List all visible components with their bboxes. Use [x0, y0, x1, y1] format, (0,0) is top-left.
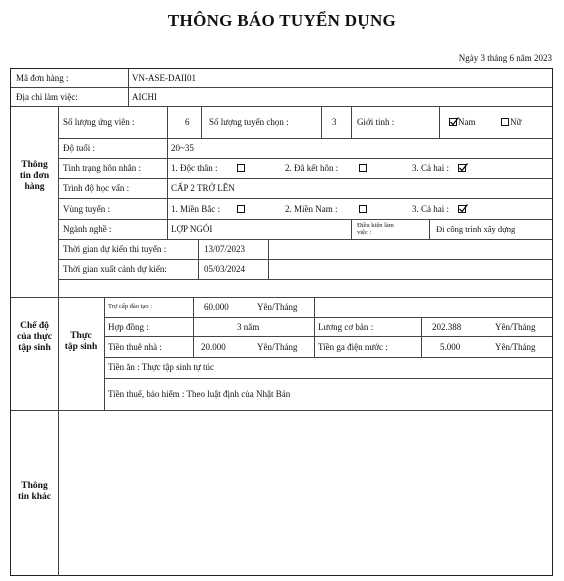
- gender-male-checkbox[interactable]: [449, 118, 457, 126]
- applicants-value: 6: [185, 117, 190, 127]
- order-code-value: VN-ASE-DAII01: [132, 73, 196, 83]
- rent-unit: Yên/Tháng: [257, 342, 298, 352]
- trainee-benefits-section-label: Chế độ của thực tập sinh: [17, 321, 52, 353]
- order-code-label: Mã đơn hàng :: [16, 73, 69, 83]
- selected-count-label: Số lượng tuyển chọn :: [209, 117, 289, 127]
- age-value: 20~35: [171, 143, 194, 153]
- marital-option-both: 3. Cả hai :: [412, 163, 449, 173]
- region-south-checkbox[interactable]: [359, 205, 367, 213]
- gender-female-label: Nữ: [510, 117, 522, 127]
- other-info-content[interactable]: [59, 411, 551, 575]
- gender-female-checkbox[interactable]: [501, 118, 509, 126]
- marital-both-checkbox[interactable]: [458, 164, 466, 172]
- rent-value: 20.000: [201, 342, 226, 352]
- base-salary-value: 202.388: [432, 322, 462, 332]
- job-value: LỢP NGÓI: [171, 224, 213, 234]
- education-label: Trình độ học vấn :: [63, 183, 130, 193]
- utilities-label: Tiền ga điện nước :: [318, 342, 388, 352]
- recruitment-form: [10, 68, 553, 576]
- exam-date-value: 13/07/2023: [204, 244, 246, 254]
- applicants-label: Số lượng ứng viên :: [63, 117, 135, 127]
- region-both-checkbox[interactable]: [458, 205, 466, 213]
- marital-option-married: 2. Đã kết hôn :: [285, 163, 339, 173]
- gender-label: Giới tính :: [357, 117, 395, 127]
- tax-insurance-text: Tiền thuế, bảo hiểm : Theo luật định của Nhật Bản: [108, 389, 291, 399]
- training-allowance-value: 60.000: [204, 302, 229, 312]
- work-conditions-value: Đi công trình xây dựng: [436, 224, 516, 234]
- region-option-both: 3. Cả hai :: [412, 204, 449, 214]
- document-date: Ngày 3 tháng 6 năm 2023: [458, 53, 552, 63]
- marital-single-checkbox[interactable]: [237, 164, 245, 172]
- workplace-value: AICHI: [132, 92, 157, 102]
- trainee-sub-label: Thực tập sinh: [64, 331, 98, 352]
- age-label: Độ tuổi :: [63, 143, 96, 153]
- region-option-north: 1. Miền Bắc :: [171, 204, 220, 214]
- rent-label: Tiền thuê nhà :: [108, 342, 162, 352]
- workplace-label: Địa chỉ làm việc:: [16, 92, 78, 102]
- page-title: THÔNG BÁO TUYỂN DỤNG: [167, 11, 397, 30]
- marital-married-checkbox[interactable]: [359, 164, 367, 172]
- departure-date-value: 05/03/2024: [204, 264, 246, 274]
- marital-option-single: 1. Độc thân :: [171, 163, 218, 173]
- job-label: Ngành nghề :: [63, 224, 112, 234]
- training-allowance-label: Trợ cấp đào tạo :: [108, 303, 152, 310]
- utilities-unit: Yên/Tháng: [495, 342, 536, 352]
- departure-date-label: Thời gian xuất cảnh dự kiến:: [63, 264, 167, 274]
- gender-male-label: Nam: [458, 117, 476, 127]
- region-north-checkbox[interactable]: [237, 205, 245, 213]
- work-conditions-label: Điều kiện làm việc :: [357, 222, 394, 236]
- base-salary-unit: Yên/Tháng: [495, 322, 536, 332]
- region-option-south: 2. Miền Nam :: [285, 204, 338, 214]
- selected-count-value: 3: [332, 117, 337, 127]
- region-label: Vùng tuyển :: [63, 204, 110, 214]
- contract-value: 3 năm: [237, 322, 260, 332]
- food-cost-text: Tiền ăn : Thực tập sinh tự túc: [108, 362, 215, 372]
- utilities-value: 5.000: [440, 342, 461, 352]
- other-info-section-label: Thông tin khác: [18, 481, 51, 502]
- marital-status-label: Tình trạng hôn nhân :: [63, 163, 141, 173]
- training-allowance-unit: Yên/Tháng: [257, 302, 298, 312]
- order-info-section-label: Thông tin đơn hàng: [19, 160, 50, 192]
- exam-date-label: Thời gian dự kiến thi tuyển :: [63, 244, 167, 254]
- base-salary-label: Lương cơ bản :: [318, 322, 374, 332]
- contract-label: Hợp đồng :: [108, 322, 149, 332]
- education-value: CẤP 2 TRỞ LÊN: [171, 183, 235, 193]
